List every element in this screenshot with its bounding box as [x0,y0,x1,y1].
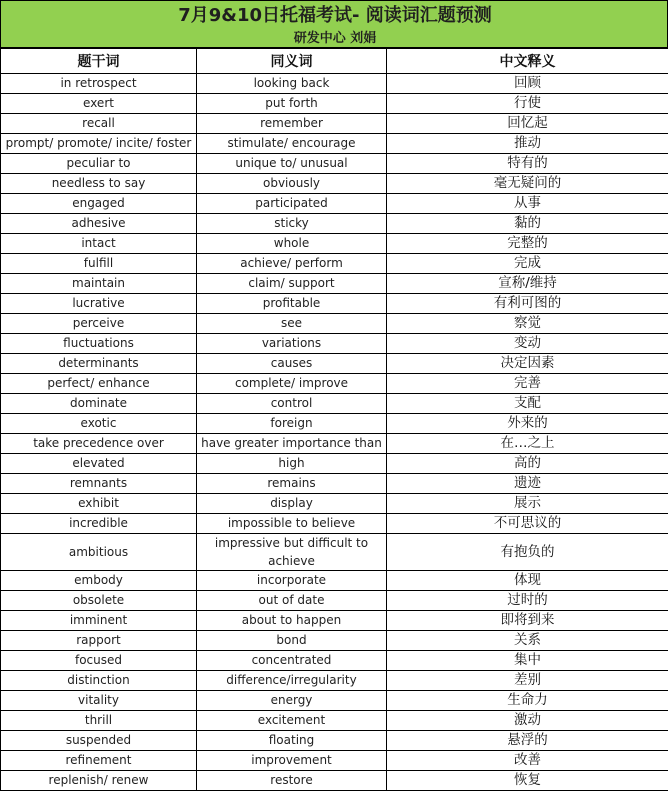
keyword-cell: elevated [1,454,197,474]
synonym-cell: floating [197,731,387,751]
chinese-cell: 展示 [387,494,668,514]
table-row [1,671,668,691]
table-row [1,571,668,591]
synonym-cell: see [197,314,387,334]
table-row [1,651,668,671]
keyword-cell: determinants [1,354,197,374]
synonym-cell: restore [197,771,387,791]
chinese-cell: 特有的 [387,154,668,174]
table-header-row [1,49,668,74]
synonym-cell: have greater importance than [197,434,387,454]
chinese-cell: 完成 [387,254,668,274]
table-row [1,254,668,274]
keyword-cell: exotic [1,414,197,434]
synonym-cell: difference/irregularity [197,671,387,691]
chinese-cell: 决定因素 [387,354,668,374]
synonym-cell: unique to/ unusual [197,154,387,174]
keyword-cell: incredible [1,514,197,534]
table-row [1,174,668,194]
chinese-cell: 宣称/维持 [387,274,668,294]
chinese-cell: 从事 [387,194,668,214]
synonym-cell: obviously [197,174,387,194]
table-row [1,751,668,771]
keyword-cell: imminent [1,611,197,631]
keyword-cell: exhibit [1,494,197,514]
keyword-cell: ambitious [1,534,197,571]
chinese-cell: 体现 [387,571,668,591]
table-row [1,631,668,651]
table-row [1,434,668,454]
keyword-cell: take precedence over [1,434,197,454]
table-row [1,114,668,134]
table-row [1,294,668,314]
chinese-cell: 在…之上 [387,434,668,454]
table-row [1,394,668,414]
keyword-cell: dominate [1,394,197,414]
keyword-cell: intact [1,234,197,254]
table-row [1,731,668,751]
keyword-cell: remnants [1,474,197,494]
table-row [1,414,668,434]
synonym-cell: complete/ improve [197,374,387,394]
chinese-cell: 关系 [387,631,668,651]
synonym-cell: claim/ support [197,274,387,294]
synonym-cell: whole [197,234,387,254]
chinese-cell: 高的 [387,454,668,474]
synonym-cell: out of date [197,591,387,611]
chinese-cell: 遗迹 [387,474,668,494]
chinese-cell: 黏的 [387,214,668,234]
chinese-cell: 回忆起 [387,114,668,134]
keyword-cell: perfect/ enhance [1,374,197,394]
chinese-cell: 有利可图的 [387,294,668,314]
table-row [1,214,668,234]
table-row [1,711,668,731]
keyword-cell: in retrospect [1,74,197,94]
synonym-cell: profitable [197,294,387,314]
column-header-synonym: 同义词 [197,49,387,74]
table-row [1,474,668,494]
keyword-cell: focused [1,651,197,671]
table-row [1,274,668,294]
synonym-cell: improvement [197,751,387,771]
chinese-cell: 有抱负的 [387,534,668,571]
keyword-cell: maintain [1,274,197,294]
table-row [1,94,668,114]
keyword-cell: recall [1,114,197,134]
table-row [1,134,668,154]
chinese-cell: 察觉 [387,314,668,334]
synonym-cell: impressive but difficult to achieve [197,534,387,571]
table-row [1,234,668,254]
title-band [0,0,668,48]
table-row [1,154,668,174]
chinese-cell: 不可思议的 [387,514,668,534]
table-row [1,494,668,514]
chinese-cell: 改善 [387,751,668,771]
synonym-cell: looking back [197,74,387,94]
column-header-chinese: 中文释义 [387,49,668,74]
keyword-cell: replenish/ renew [1,771,197,791]
table-row [1,691,668,711]
synonym-cell: energy [197,691,387,711]
chinese-cell: 差别 [387,671,668,691]
table-row [1,514,668,534]
chinese-cell: 即将到来 [387,611,668,631]
sheet-title: 7月9&10日托福考试- 阅读词汇题预测 [178,5,492,26]
table-row [1,354,668,374]
synonym-cell: achieve/ perform [197,254,387,274]
table-row [1,374,668,394]
synonym-cell: variations [197,334,387,354]
keyword-cell: perceive [1,314,197,334]
keyword-cell: needless to say [1,174,197,194]
table-row [1,74,668,94]
synonym-cell: foreign [197,414,387,434]
keyword-cell: rapport [1,631,197,651]
table-row [1,314,668,334]
synonym-cell: control [197,394,387,414]
keyword-cell: peculiar to [1,154,197,174]
table-row [1,454,668,474]
table-row [1,334,668,354]
synonym-cell: remember [197,114,387,134]
chinese-cell: 支配 [387,394,668,414]
keyword-cell: lucrative [1,294,197,314]
column-header-keyword: 题干词 [1,49,197,74]
chinese-cell: 推动 [387,134,668,154]
synonym-cell: about to happen [197,611,387,631]
chinese-cell: 激动 [387,711,668,731]
chinese-cell: 生命力 [387,691,668,711]
synonym-cell: high [197,454,387,474]
synonym-cell: stimulate/ encourage [197,134,387,154]
synonym-cell: causes [197,354,387,374]
chinese-cell: 集中 [387,651,668,671]
synonym-cell: display [197,494,387,514]
chinese-cell: 过时的 [387,591,668,611]
chinese-cell: 恢复 [387,771,668,791]
keyword-cell: vitality [1,691,197,711]
chinese-cell: 毫无疑问的 [387,174,668,194]
sheet-subtitle: 研发中心 刘娟 [293,31,377,46]
chinese-cell: 回顾 [387,74,668,94]
synonym-cell: sticky [197,214,387,234]
keyword-cell: suspended [1,731,197,751]
table-row [1,591,668,611]
vocabulary-table [0,48,668,791]
chinese-cell: 悬浮的 [387,731,668,751]
keyword-cell: fluctuations [1,334,197,354]
keyword-cell: obsolete [1,591,197,611]
synonym-cell: remains [197,474,387,494]
synonym-cell: put forth [197,94,387,114]
synonym-cell: participated [197,194,387,214]
keyword-cell: refinement [1,751,197,771]
chinese-cell: 外来的 [387,414,668,434]
keyword-cell: prompt/ promote/ incite/ foster [1,134,197,154]
table-row [1,194,668,214]
synonym-cell: bond [197,631,387,651]
chinese-cell: 完整的 [387,234,668,254]
keyword-cell: fulfill [1,254,197,274]
chinese-cell: 行使 [387,94,668,114]
keyword-cell: exert [1,94,197,114]
synonym-cell: impossible to believe [197,514,387,534]
synonym-cell: concentrated [197,651,387,671]
synonym-cell: excitement [197,711,387,731]
table-row [1,611,668,631]
keyword-cell: engaged [1,194,197,214]
keyword-cell: adhesive [1,214,197,234]
table-row [1,534,668,571]
chinese-cell: 变动 [387,334,668,354]
synonym-cell: incorporate [197,571,387,591]
table-row [1,771,668,791]
keyword-cell: embody [1,571,197,591]
keyword-cell: distinction [1,671,197,691]
keyword-cell: thrill [1,711,197,731]
chinese-cell: 完善 [387,374,668,394]
